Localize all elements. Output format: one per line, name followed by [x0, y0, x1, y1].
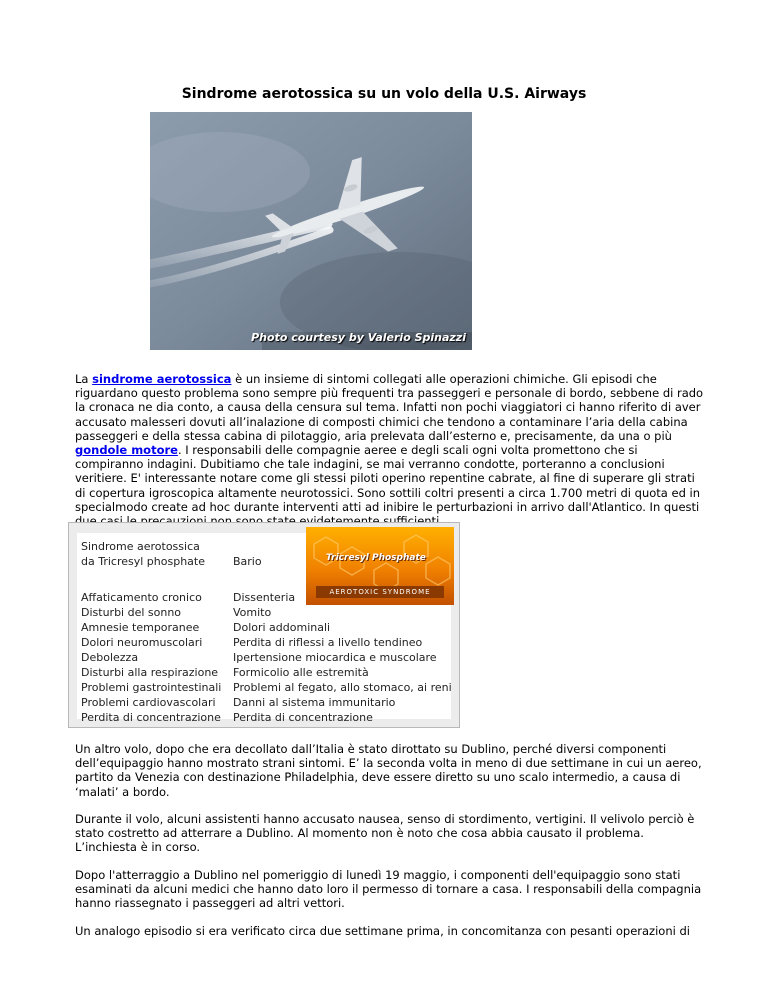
badge-subtitle: AEROTOXIC SYNDROME — [316, 586, 444, 598]
paragraph-4: Dopo l'atterraggio a Dublino nel pomeriggio di lunedì 19 maggio, i componenti dell'equipaggio sono stati esaminati da alcuni medici che hanno dato loro il permesso di tornare a casa. I responsabili della compagnia hanno riassegnato i passeggeri ad altri vettori. — [75, 868, 702, 911]
paragraph-5: Un analogo episodio si era verificato circa due settimane prima, in concomitanza con pesanti operazioni di — [75, 924, 690, 938]
table-row: Ipertensione miocardica e muscolare — [233, 651, 437, 664]
table-row: Danni al sistema immunitario — [233, 696, 396, 709]
table-row: Problemi gastrointestinali — [81, 681, 222, 694]
paragraph-2: Un altro volo, dopo che era decollato dall’Italia è stato dirottato su Dublino, perché diversi componenti dell’equipaggio hanno mostrato strani sintomi. E’ la seconda volta in meno di due settimane in cui un aereo, partito da Venezia con destinazione Philadelphia, deve essere diretto su uno scalo intermedio, a causa di ‘malati’ a bordo. — [75, 742, 702, 799]
table-row: Dolori neuromuscolari — [81, 636, 203, 649]
paragraph-3: Durante il volo, alcuni assistenti hanno accusato nausea, senso di stordimento, vertigini. Il velivolo perciò è stato costretto ad atterrare a Dublino. Al momento non è noto che cosa abbia causato il problema. L’inchiesta è in corso. — [75, 812, 695, 855]
table-row: Perdita di riflessi a livello tendineo — [233, 636, 423, 649]
table-row: Perdita di concentrazione — [233, 711, 373, 724]
badge-title: Tricresyl Phosphate — [326, 553, 426, 563]
airplane-photo — [150, 112, 472, 350]
page-title: Sindrome aerotossica su un volo della U.S. Airways — [181, 86, 587, 102]
intro-text-c: . I responsabili delle compagnie aeree e degli scali ogni volta promettono che si compiranno indagini. Dubitiamo che tale indagini, se mai verranno condotte, porteranno a conclusioni veritiere. E' interessante notare come gli stessi piloti operino repentine cabrate, al fine di superare gli strati di copertura igroscopica altamente neurotossici. Sono sottili coltri presenti a circa 1.700 metri di quota ed in specialmodo create ad hoc durante interventi atti ad inibire le perturbazioni in arrivo dall'Atlantico. In questi — [75, 443, 701, 514]
tricresyl-badge — [306, 527, 454, 605]
airplane-image — [150, 112, 472, 350]
table-row: Vomito — [233, 606, 272, 619]
table-row: Debolezza — [81, 651, 139, 664]
link-gondole-motore[interactable]: gondole motore — [75, 443, 178, 458]
table-row: Problemi cardiovascolari — [81, 696, 216, 709]
table-row: Disturbi alla respirazione — [81, 666, 219, 679]
col2-header: Bario — [233, 555, 262, 568]
col1-header-line1: Sindrome aerotossica — [81, 540, 200, 553]
table-row: Formicolio alle estremità — [233, 666, 369, 679]
table-row: Problemi al fegato, allo stomaco, ai reni — [233, 681, 452, 694]
photo-credit: Photo courtesy by Valerio Spinazzi — [251, 331, 466, 344]
table-row: Disturbi del sonno — [81, 606, 182, 619]
intro-text-b: è un insieme di sintomi collegati alle operazioni chimiche. Gli episodi che riguardano questo problema sono sempre più frequenti tra passeggeri e personale di bordo, sebbene di rado la cronaca ne dia conto, a causa della censura sul tema. Infatti non pochi viaggiatori ci hanno riferito di aver accusato malesseri dovuti all’inalazione di composti chimici che tendono a contaminare l’aria della cabina passeggeri e della stessa cabina di pilotaggio, aria prelevata dall’esterno e, precisamente, da una o più — [75, 372, 704, 443]
table-row: Amnesie temporanee — [81, 621, 200, 634]
table-row: Perdita di concentrazione — [81, 711, 221, 724]
table-row: Dolori addominali — [233, 621, 331, 634]
col1-header-line2: da Tricresyl phosphate — [81, 555, 205, 568]
table-row: Affaticamento cronico — [81, 591, 202, 604]
link-sindrome-aerotossica[interactable]: sindrome aerotossica — [92, 372, 232, 386]
intro-paragraph — [75, 372, 705, 528]
table-row: Dissenteria — [233, 591, 296, 604]
intro-text-a: La — [75, 372, 93, 386]
